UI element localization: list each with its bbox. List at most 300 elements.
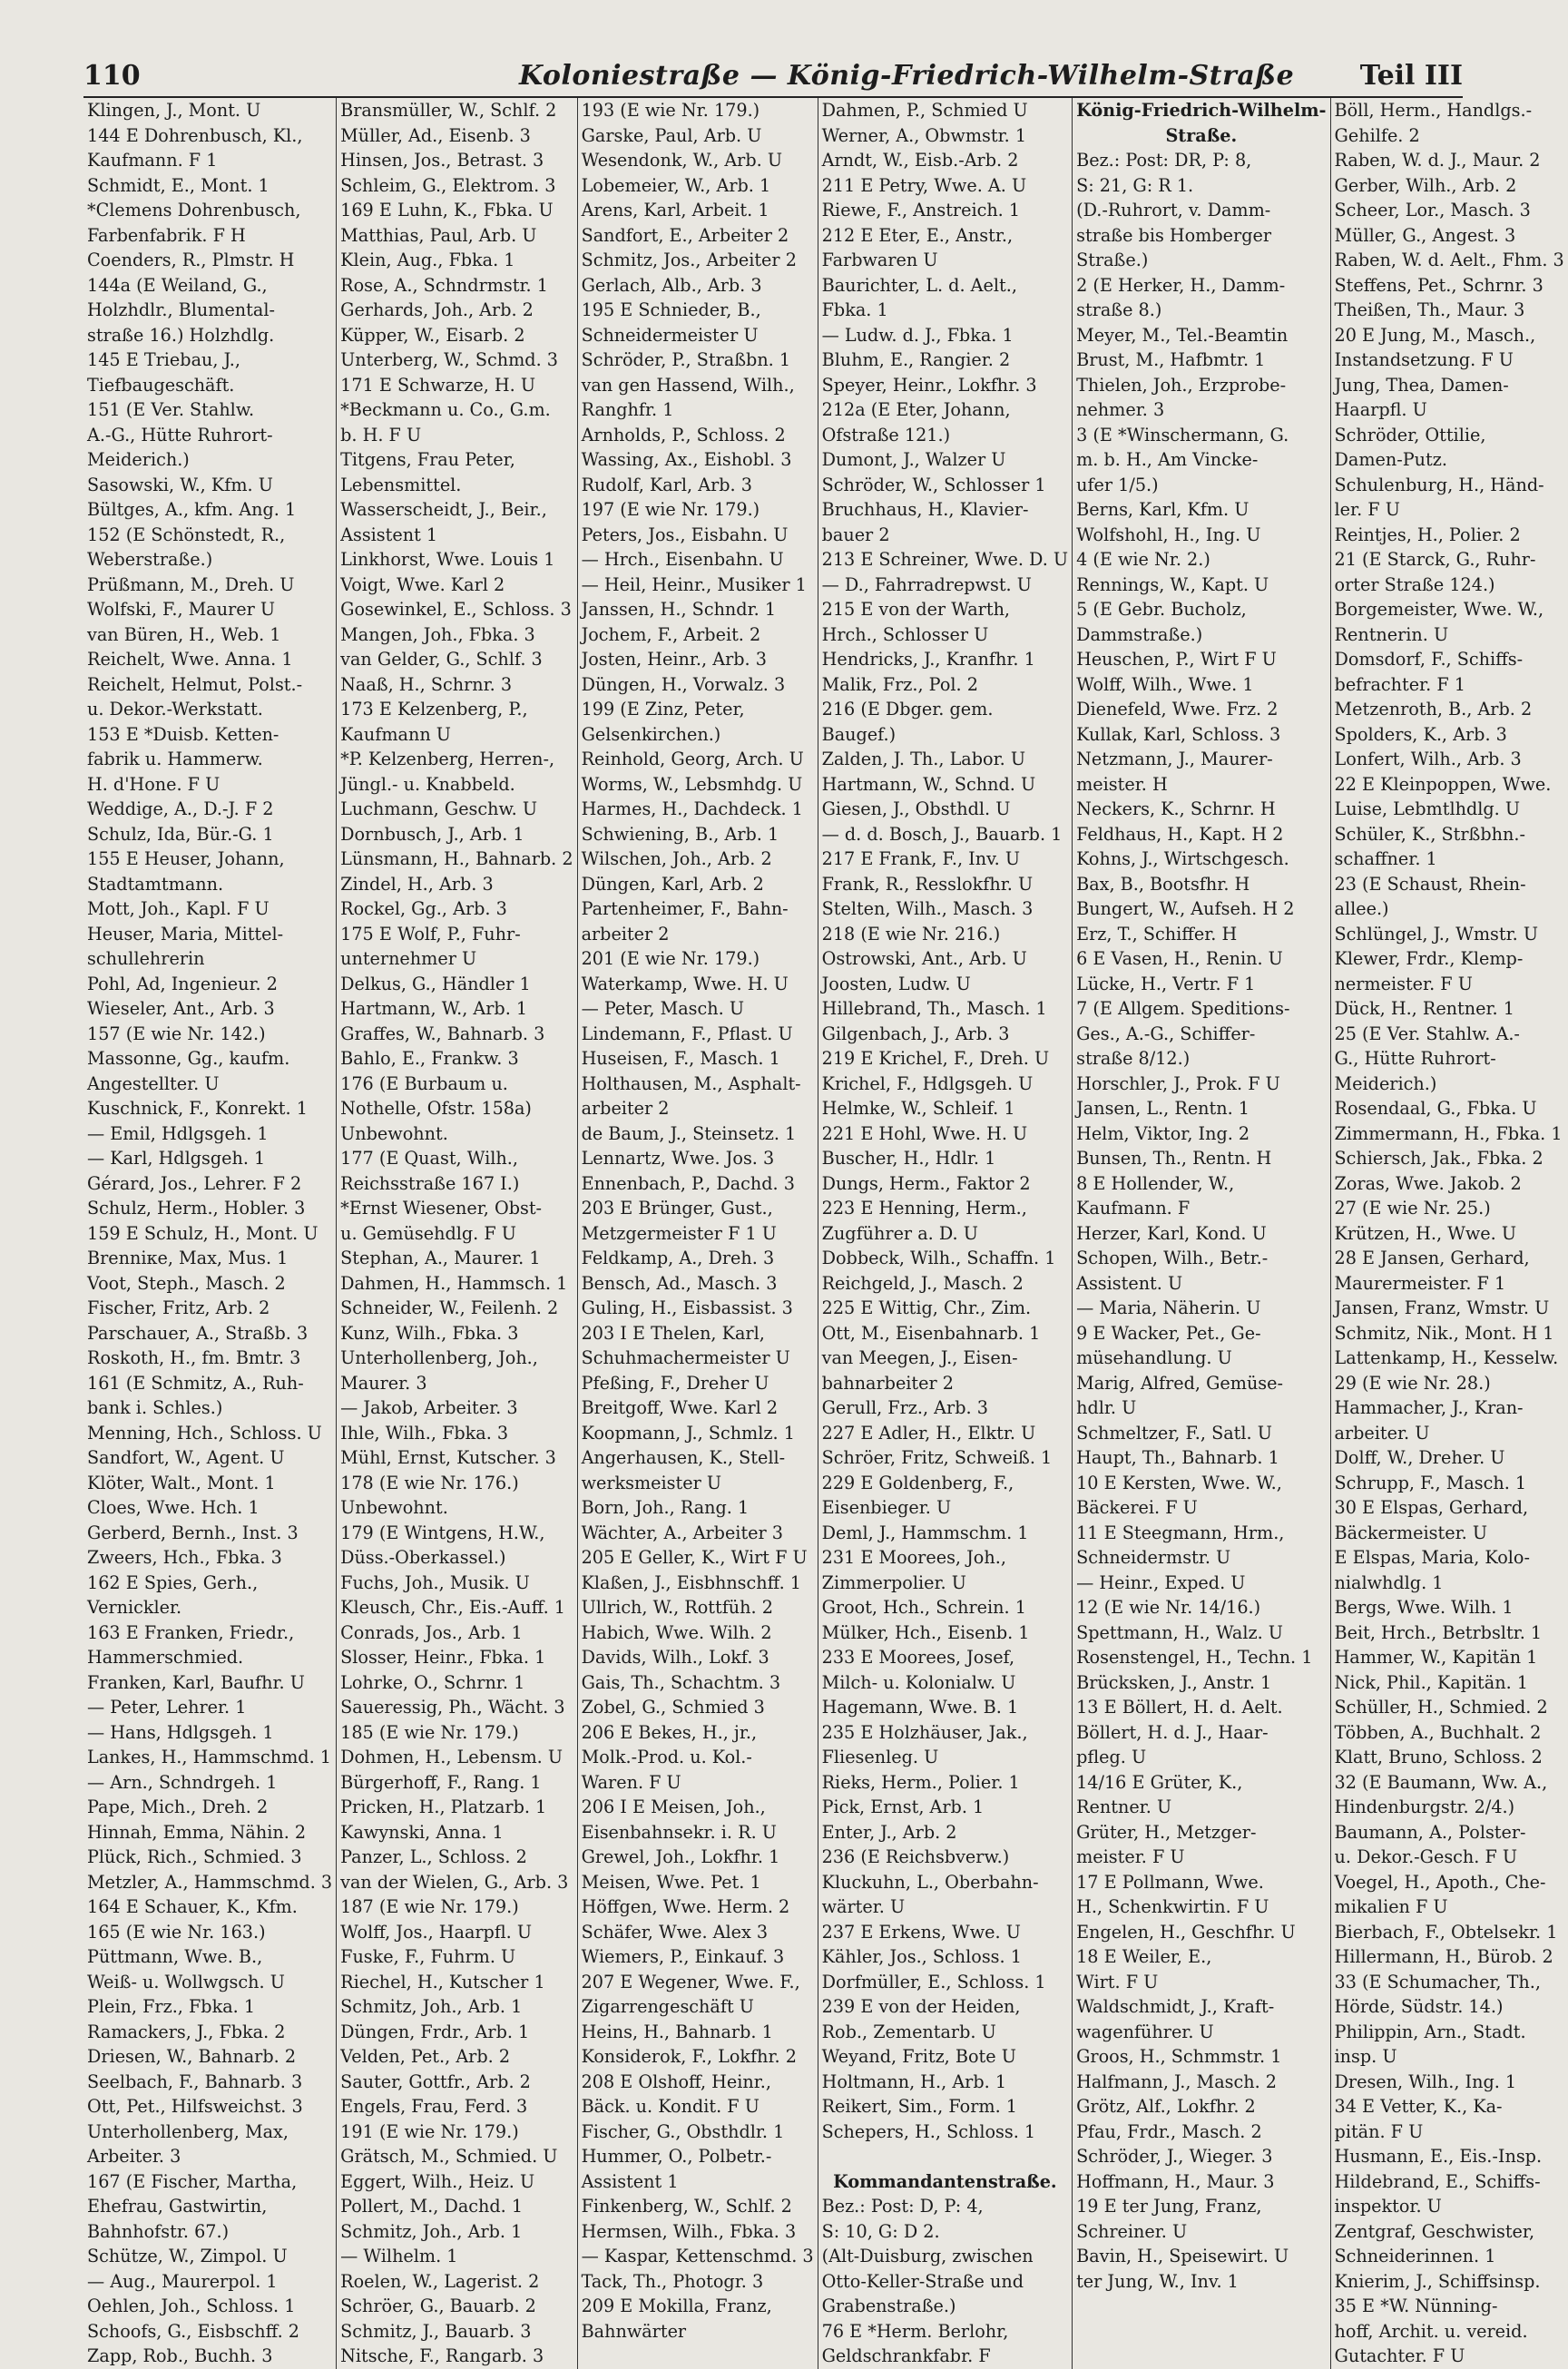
directory-entry: Netzmann, J., Maurer-	[1076, 749, 1273, 769]
directory-entry: Vernickler.	[87, 1597, 182, 1618]
directory-entry: nialwhdlg. 1	[1334, 1571, 1444, 1593]
directory-entry: 201 (E wie Nr. 179.)	[581, 948, 760, 969]
directory-entry: 4 (E wie Nr. 2.)	[1076, 549, 1210, 570]
directory-entry: Slosser, Heinr., Fbka. 1	[340, 1647, 546, 1668]
directory-entry: Eisenbieger. U	[821, 1497, 952, 1518]
directory-entry: Domsdorf, F., Schiffs-	[1334, 649, 1524, 670]
directory-entry: Wolff, Jos., Haarpfl. U	[340, 1921, 532, 1943]
directory-entry: Voegel, H., Apoth., Che-	[1334, 1871, 1546, 1893]
directory-entry: schullehrerin	[87, 948, 205, 969]
directory-entry: Mott, Joh., Kapl. F U	[87, 898, 270, 919]
directory-entry: Berns, Karl, Kfm. U	[1076, 499, 1250, 520]
directory-entry: Schütze, W., Zimpol. U	[87, 2246, 288, 2266]
directory-entry: Plein, Frz., Fbka. 1	[87, 1996, 256, 2017]
directory-entry: 216 (E Dbger. gem.	[821, 699, 994, 720]
directory-entry: Janssen, H., Schndr. 1	[581, 599, 777, 620]
directory-entry: Fbka. 1	[821, 299, 888, 320]
directory-entry: Klein, Aug., Fbka. 1	[340, 250, 515, 270]
directory-entry: S: 10, G: D 2.	[821, 2220, 940, 2242]
directory-entry: Reikert, Sim., Form. 1	[821, 2096, 1017, 2117]
directory-entry: Hrch., Schlosser U	[821, 623, 989, 645]
directory-entry: Schröder, W., Schlosser 1	[821, 474, 1046, 495]
directory-entry: Feldhaus, H., Kapt. H 2	[1076, 823, 1284, 845]
directory-entry: 213 E Schreiner, Wwe. D. U	[821, 549, 1069, 570]
directory-entry: 14/16 E Grüter, K.,	[1076, 1771, 1243, 1793]
directory-entry: Holthausen, M., Asphalt-	[581, 1072, 801, 1094]
directory-entry: Zimmermann, H., Fbka. 1	[1334, 1122, 1563, 1144]
directory-entry: Bavin, H., Speisewirt. U	[1076, 2246, 1289, 2266]
directory-entry: Unbewohnt.	[340, 1497, 448, 1518]
directory-entry: Hildebrand, E., Schiffs-	[1334, 2170, 1541, 2192]
directory-entry: meister. F U	[1076, 1846, 1185, 1867]
directory-entry: fabrik u. Hammerw.	[87, 749, 263, 769]
directory-entry: Massonne, Gg., kaufm.	[87, 1048, 290, 1069]
street-heading: König-Friedrich-Wilhelm-	[1076, 100, 1327, 121]
directory-entry: Küpper, W., Eisarb. 2	[340, 324, 525, 346]
directory-entry: unternehmer U	[340, 948, 477, 969]
directory-entry: — Hrch., Eisenbahn. U	[581, 549, 784, 570]
directory-entry: Schuhmachermeister U	[581, 1347, 790, 1368]
directory-entry: 162 E Spies, Gerh.,	[87, 1571, 259, 1593]
directory-entry: Instandsetzung. F U	[1334, 349, 1514, 370]
directory-entry: Rieks, Herm., Polier. 1	[821, 1771, 1020, 1793]
directory-entry: werksmeister U	[581, 1472, 722, 1493]
directory-entry: u. Dekor.-Gesch. F U	[1334, 1846, 1518, 1867]
directory-entry: 12 (E wie Nr. 14/16.)	[1076, 1597, 1261, 1618]
directory-entry: Weiß- u. Wollwgsch. U	[87, 1971, 285, 1992]
directory-entry: Gérard, Jos., Lehrer. F 2	[87, 1172, 302, 1194]
directory-entry: Ihle, Wilh., Fbka. 3	[340, 1422, 509, 1444]
directory-entry: Sauter, Gottfr., Arb. 2	[340, 2070, 531, 2092]
directory-entry: — Wilhelm. 1	[340, 2246, 458, 2266]
directory-entry: 28 E Jansen, Gerhard,	[1334, 1248, 1530, 1268]
directory-entry: Koopmann, J., Schmlz. 1	[581, 1422, 795, 1444]
directory-entry: straße 8.)	[1076, 299, 1162, 320]
directory-entry: 212 E Eter, E., Anstr.,	[821, 224, 1014, 246]
directory-entry: Grötz, Alf., Lokfhr. 2	[1076, 2096, 1256, 2117]
directory-entry: 169 E Luhn, K., Fbka. U	[340, 200, 554, 220]
directory-entry: — Maria, Näherin. U	[1076, 1297, 1261, 1318]
directory-entry: wärter. U	[821, 1896, 906, 1917]
directory-entry: Grüter, H., Metzger-	[1076, 1821, 1257, 1843]
directory-entry: Hammer, W., Kapitän 1	[1334, 1647, 1538, 1668]
directory-entry: 208 E Olshoff, Heinr.,	[581, 2070, 772, 2092]
directory-entry: Gerhards, Joh., Arb. 2	[340, 299, 534, 320]
directory-entry: Holzhdlr., Blumental-	[87, 299, 275, 320]
directory-entry: Hartmann, W., Schnd. U	[821, 773, 1036, 795]
directory-entry: Müller, G., Angest. 3	[1334, 224, 1516, 246]
directory-entry: Gais, Th., Schachtm. 3	[581, 1671, 781, 1693]
directory-entry: Metzgermeister F 1 U	[581, 1222, 777, 1244]
directory-entry: Prüßmann, M., Dreh. U	[87, 573, 295, 595]
directory-entry: Bez.: Post: D, P: 4,	[821, 2196, 984, 2217]
directory-entry: Bahnhofstr. 67.)	[87, 2220, 230, 2242]
directory-entry: Zugführer a. D. U	[821, 1222, 978, 1244]
directory-entry: 227 E Adler, H., Elktr. U	[821, 1422, 1036, 1444]
directory-entry: Marig, Alfred, Gemüse-	[1076, 1372, 1283, 1394]
directory-entry: Parschauer, A., Straßb. 3	[87, 1322, 309, 1344]
directory-entry: Ott, Pet., Hilfsweichst. 3	[87, 2096, 303, 2117]
directory-entry: 185 (E wie Nr. 179.)	[340, 1721, 519, 1743]
directory-entry: Luchmann, Geschw. U	[340, 798, 538, 819]
directory-entry: Maurer. 3	[340, 1372, 427, 1394]
directory-entry: 171 E Schwarze, H. U	[340, 374, 536, 396]
directory-entry: Wieseler, Ant., Arb. 3	[87, 998, 275, 1019]
directory-entry: 30 E Elspas, Gerhard,	[1334, 1497, 1529, 1518]
directory-entry: Schepers, H., Schloss. 1	[821, 2120, 1036, 2142]
directory-entry: 187 (E wie Nr. 179.)	[340, 1896, 519, 1917]
directory-entry: Enter, J., Arb. 2	[821, 1821, 957, 1843]
directory-entry: Groot, Hch., Schrein. 1	[821, 1597, 1026, 1618]
directory-entry: Reichelt, Helmut, Polst.-	[87, 673, 303, 695]
directory-entry: Wesendonk, W., Arb. U	[581, 150, 782, 171]
directory-entry: Heuschen, P., Wirt F U	[1076, 649, 1277, 670]
directory-entry: Klaßen, J., Eisbhnschff. 1	[581, 1571, 801, 1593]
directory-entry: Pick, Ernst, Arb. 1	[821, 1796, 985, 1817]
directory-entry: Fuchs, Joh., Musik. U	[340, 1571, 530, 1593]
directory-entry: Klewer, Frdr., Klemp-	[1334, 948, 1524, 969]
directory-entry: Habich, Wwe. Wilh. 2	[581, 1621, 772, 1643]
directory-entry: Wiemers, P., Einkauf. 3	[581, 1946, 785, 1967]
directory-entry: 203 I E Thelen, Karl,	[581, 1322, 765, 1344]
directory-entry: van der Wielen, G., Arb. 3	[340, 1871, 569, 1893]
directory-entry: Franken, Karl, Baufhr. U	[87, 1671, 305, 1693]
directory-entry: Fischer, G., Obsthdlr. 1	[581, 2120, 785, 2142]
directory-entry: Lankes, H., Hammschmd. 1	[87, 1747, 331, 1767]
directory-entry: Lücke, H., Vertr. F 1	[1076, 973, 1256, 994]
directory-entry: 167 (E Fischer, Martha,	[87, 2170, 298, 2192]
directory-entry: Gehilfe. 2	[1334, 124, 1420, 146]
directory-entry: 17 E Pollmann, Wwe.	[1076, 1871, 1264, 1893]
directory-entry: Luise, Lebmtlhdlg. U	[1334, 798, 1521, 819]
directory-column-3	[578, 98, 818, 2369]
directory-entry: Grätsch, M., Schmied. U	[340, 2146, 558, 2167]
directory-entry: S: 21, G: R 1.	[1076, 174, 1194, 196]
directory-entry: Kawynski, Anna. 1	[340, 1821, 504, 1843]
directory-entry: Riewe, F., Anstreich. 1	[821, 200, 1021, 220]
directory-entry: Schopen, Wilh., Betr.-	[1076, 1248, 1269, 1268]
directory-entry: Fuske, F., Fuhrm. U	[340, 1946, 516, 1967]
directory-entry: 231 E Moorees, Joh.,	[821, 1547, 1006, 1568]
directory-entry: Kaufmann. F	[1076, 1198, 1191, 1219]
directory-entry: Metzenroth, B., Arb. 2	[1334, 699, 1533, 720]
directory-entry: Böllert, H. d. J., Haar-	[1076, 1721, 1269, 1743]
directory-entry: Groos, H., Schmmstr. 1	[1076, 2046, 1282, 2067]
directory-entry: Meiderich.)	[87, 449, 190, 470]
directory-entry: Zapp, Rob., Buchh. 3	[87, 2345, 273, 2366]
directory-entry: Nothelle, Ofstr. 158a)	[340, 1098, 532, 1119]
directory-entry: Tiefbaugeschäft.	[87, 374, 235, 396]
directory-entry: Unterberg, W., Schmd. 3	[340, 349, 558, 370]
directory-entry: Bürgerhoff, F., Rang. 1	[340, 1771, 542, 1793]
directory-entry: Rose, A., Schndrmstr. 1	[340, 274, 548, 296]
directory-columns	[83, 98, 1564, 2366]
directory-entry: Schulz, Herm., Hobler. 3	[87, 1198, 306, 1219]
directory-entry: 2 (E Herker, H., Damm-	[1076, 274, 1286, 296]
directory-entry: insp. U	[1334, 2046, 1397, 2067]
directory-entry: 163 E Franken, Friedr.,	[87, 1621, 295, 1643]
directory-entry: Schreiner. U	[1076, 2220, 1188, 2242]
directory-entry: Bahnwärter	[581, 2320, 687, 2342]
directory-entry: 5 (E Gebr. Bucholz,	[1076, 599, 1247, 620]
directory-entry: Brücksken, J., Anstr. 1	[1076, 1671, 1272, 1693]
directory-entry: b. H. F U	[340, 424, 422, 445]
directory-entry: — Peter, Masch. U	[581, 998, 744, 1019]
directory-entry: Panzer, L., Schloss. 2	[340, 1846, 527, 1867]
street-heading: Kommandantenstraße.	[833, 2170, 1057, 2192]
directory-entry: Hörde, Südstr. 14.)	[1334, 1996, 1504, 2017]
directory-entry: bank i. Schles.)	[87, 1397, 223, 1418]
directory-column-5	[1073, 98, 1330, 2369]
directory-entry: Beit, Hrch., Betrbsltr. 1	[1334, 1621, 1543, 1643]
directory-entry: Waldschmidt, J., Kraft-	[1076, 1996, 1275, 2017]
directory-entry: Ennenbach, P., Dachd. 3	[581, 1172, 795, 1194]
directory-entry: m. b. H., Am Vincke-	[1076, 449, 1259, 470]
directory-entry: Halfmann, J., Masch. 2	[1076, 2070, 1277, 2092]
directory-entry: Lohrke, O., Schrnr. 1	[340, 1671, 525, 1693]
directory-entry: Nick, Phil., Kapitän. 1	[1334, 1671, 1528, 1693]
directory-entry: Hinnah, Emma, Nähin. 2	[87, 1821, 307, 1843]
directory-entry: u. Dekor.-Werkstatt.	[87, 699, 263, 720]
directory-entry: Holtmann, H., Arb. 1	[821, 2070, 1007, 2092]
directory-entry: Peters, Jos., Eisbahn. U	[581, 524, 789, 545]
directory-entry: Ostrowski, Ant., Arb. U	[821, 948, 1027, 969]
directory-entry: orter Straße 124.)	[1334, 573, 1495, 595]
directory-entry: Maurermeister. F 1	[1334, 1272, 1506, 1294]
directory-entry: Pfau, Frdr., Masch. 2	[1076, 2120, 1262, 2142]
directory-entry: van gen Hassend, Wilh.,	[581, 374, 795, 396]
directory-entry: Engels, Frau, Ferd. 3	[340, 2096, 528, 2117]
directory-entry: Erz, T., Schiffer. H	[1076, 923, 1238, 945]
directory-entry: Schleim, G., Elektrom. 3	[340, 174, 556, 196]
directory-entry: Arndt, W., Eisb.-Arb. 2	[821, 150, 1019, 171]
directory-entry: G., Hütte Ruhrort-	[1334, 1048, 1496, 1069]
directory-entry: 237 E Erkens, Wwe. U	[821, 1921, 1021, 1943]
directory-entry: 34 E Vetter, K., Ka-	[1334, 2096, 1503, 2117]
directory-entry: 32 (E Baumann, Ww. A.,	[1334, 1771, 1548, 1793]
directory-entry: Hartmann, W., Arb. 1	[340, 998, 528, 1019]
directory-entry: Gerberd, Bernh., Inst. 3	[87, 1522, 299, 1543]
directory-entry: 236 (E Reichsbverw.)	[821, 1846, 1010, 1867]
directory-entry: Waterkamp, Wwe. H. U	[581, 973, 789, 994]
directory-entry: 25 (E Ver. Stahlw. A.-	[1334, 1023, 1520, 1044]
directory-entry: Klöter, Walt., Mont. 1	[87, 1472, 276, 1493]
directory-entry: Raben, W. d. Aelt., Fhm. 3	[1334, 250, 1564, 270]
directory-column-1	[83, 98, 337, 2369]
directory-entry: 206 E Bekes, H., jr.,	[581, 1721, 758, 1743]
directory-entry: Theißen, Th., Maur. 3	[1334, 299, 1525, 320]
directory-entry: Geldschrankfabr. F	[821, 2345, 991, 2366]
directory-entry: Pfeßing, F., Dreher U	[581, 1372, 769, 1394]
directory-entry: Brust, M., Hafbmtr. 1	[1076, 349, 1266, 370]
directory-entry: Haarpfl. U	[1334, 399, 1427, 420]
directory-entry: (Alt-Duisburg, zwischen	[821, 2246, 1034, 2266]
directory-entry: 23 (E Schaust, Rhein-	[1334, 873, 1526, 895]
directory-entry: Haupt, Th., Bahnarb. 1	[1076, 1447, 1279, 1468]
directory-entry: 229 E Goldenberg, F.,	[821, 1472, 1014, 1493]
directory-entry: — Heil, Heinr., Musiker 1	[581, 573, 807, 595]
directory-entry: van Gelder, G., Schlf. 3	[340, 649, 543, 670]
directory-entry: 6 E Vasen, H., Renin. U	[1076, 948, 1283, 969]
directory-entry: 33 (E Schumacher, Th.,	[1334, 1971, 1541, 1992]
directory-entry: Zentgraf, Geschwister,	[1334, 2220, 1535, 2242]
directory-entry: Mangen, Joh., Fbka. 3	[340, 623, 535, 645]
directory-entry: 11 E Steegmann, Hrm.,	[1076, 1522, 1285, 1543]
directory-entry: 161 (E Schmitz, A., Ruh-	[87, 1372, 304, 1394]
directory-entry: straße bis Homberger	[1076, 224, 1271, 246]
directory-entry: Zimmerpolier. U	[821, 1571, 966, 1593]
directory-entry: Oehlen, Joh., Schloss. 1	[87, 2296, 296, 2316]
directory-entry: Molk.-Prod. u. Kol.-	[581, 1747, 752, 1767]
directory-entry: Damen-Putz.	[1334, 449, 1447, 470]
directory-entry: Lonfert, Wilh., Arb. 3	[1334, 749, 1522, 769]
directory-entry: Bültges, A., kfm. Ang. 1	[87, 499, 297, 520]
directory-entry: 218 (E wie Nr. 216.)	[821, 923, 1001, 945]
directory-entry: Gutachter. F U	[1334, 2345, 1465, 2366]
directory-entry: Brenniке, Max, Mus. 1	[87, 1248, 289, 1268]
directory-entry: Müller, Ad., Eisenb. 3	[340, 124, 531, 146]
directory-entry: 29 (E wie Nr. 28.)	[1334, 1372, 1491, 1394]
directory-entry: Hillebrand, Th., Masch. 1	[821, 998, 1047, 1019]
directory-entry: Schmitz, Nik., Mont. H 1	[1334, 1322, 1554, 1344]
directory-entry: Fliesenleg. U	[821, 1747, 939, 1767]
directory-entry: Düngen, Karl, Arb. 2	[581, 873, 764, 895]
directory-entry: Schmeltzer, F., Satl. U	[1076, 1422, 1272, 1444]
directory-entry: 207 E Wegener, Wwe. F.,	[581, 1971, 800, 1992]
directory-entry: Thielen, Joh., Erzprobe-	[1076, 374, 1287, 396]
directory-entry: Bäck. u. Kondit. F U	[581, 2096, 760, 2117]
directory-entry: Otto-Keller-Straße und	[821, 2270, 1024, 2292]
directory-entry: Wolfshohl, H., Ing. U	[1076, 524, 1261, 545]
directory-entry: 152 (E Schönstedt, R.,	[87, 524, 286, 545]
directory-entry: Husmann, E., Eis.-Insp.	[1334, 2146, 1543, 2167]
directory-entry: Schmidt, E., Mont. 1	[87, 174, 270, 196]
directory-entry: Milch- u. Kolonialw. U	[821, 1671, 1016, 1693]
directory-entry: Rob., Zementarb. U	[821, 2021, 996, 2042]
directory-entry: 173 E Kelzenberg, P.,	[340, 699, 528, 720]
directory-entry: Dahmen, P., Schmied U	[821, 100, 1028, 121]
directory-entry: — d. d. Bosch, J., Bauarb. 1	[821, 823, 1063, 845]
directory-entry: 203 E Brünger, Gust.,	[581, 1198, 773, 1219]
directory-entry: Assistent 1	[340, 524, 438, 545]
directory-entry: Sandfort, E., Arbeiter 2	[581, 224, 789, 246]
directory-entry: Lobemeier, W., Arb. 1	[581, 174, 771, 196]
directory-entry: Zoras, Wwe. Jakob. 2	[1334, 1172, 1522, 1194]
directory-entry: Dobbeck, Wilh., Schaffn. 1	[821, 1248, 1056, 1268]
directory-entry: Rentnerin. U	[1334, 623, 1449, 645]
directory-entry: 151 (E Ver. Stahlw.	[87, 399, 255, 420]
directory-entry: Bensch, Ad., Masch. 3	[581, 1272, 778, 1294]
directory-entry: Joosten, Ludw. U	[821, 973, 971, 994]
directory-entry: Ott, M., Eisenbahnarb. 1	[821, 1322, 1041, 1344]
directory-entry: Kluckuhn, L., Oberbahn-	[821, 1871, 1039, 1893]
directory-entry: Schüler, K., Strßbhn.-	[1334, 823, 1525, 845]
directory-entry: 175 E Wolf, P., Fuhr-	[340, 923, 521, 945]
directory-entry: allee.)	[1334, 898, 1389, 919]
directory-entry: Kähler, Jos., Schloss. 1	[821, 1946, 1022, 1967]
directory-entry: 195 E Schnieder, B.,	[581, 299, 761, 320]
directory-entry: Zweers, Hch., Fbka. 3	[87, 1547, 282, 1568]
directory-entry: Dammstraße.)	[1076, 623, 1203, 645]
directory-entry: Schröder, J., Wieger. 3	[1076, 2146, 1273, 2167]
directory-entry: Dresen, Wilh., Ing. 1	[1334, 2070, 1517, 2092]
directory-entry: Wolfski, F., Maurer U	[87, 599, 276, 620]
directory-entry: 215 E von der Warth,	[821, 599, 1011, 620]
directory-entry: Kaufmann. F 1	[87, 150, 218, 171]
directory-entry: arbeiter. U	[1334, 1422, 1430, 1444]
directory-entry: A.-G., Hütte Ruhrort-	[87, 424, 273, 445]
directory-entry: Rudolf, Karl, Arb. 3	[581, 474, 752, 495]
directory-entry: Giesen, J., Obsthdl. U	[821, 798, 1011, 819]
directory-entry: 206 I E Meisen, Joh.,	[581, 1796, 766, 1817]
directory-entry: Matthias, Paul, Arb. U	[340, 224, 537, 246]
directory-entry: Helmke, W., Schleif. 1	[821, 1098, 1015, 1119]
directory-entry: Schwiening, B., Arb. 1	[581, 823, 779, 845]
directory-entry: Tack, Th., Photogr. 3	[581, 2270, 764, 2292]
directory-entry: Horschler, J., Prok. F U	[1076, 1072, 1280, 1094]
directory-entry: Baugef.)	[821, 723, 897, 745]
directory-entry: Weyand, Fritz, Bote U	[821, 2046, 1016, 2067]
directory-entry: 18 E Weiler, E.,	[1076, 1946, 1212, 1967]
directory-entry: Grewel, Joh., Lokfhr. 1	[581, 1846, 780, 1867]
directory-entry: Bluhm, E., Rangier. 2	[821, 349, 1011, 370]
directory-entry: *P. Kelzenberg, Herren-,	[340, 749, 555, 769]
directory-entry: 177 (E Quast, Wilh.,	[340, 1148, 518, 1169]
part-label: Teil III	[1359, 60, 1463, 92]
directory-entry: Pape, Mich., Dreh. 2	[87, 1796, 269, 1817]
directory-entry: — Ludw. d. J., Fbka. 1	[821, 324, 1014, 346]
directory-entry: Reichsstraße 167 I.)	[340, 1172, 520, 1194]
directory-entry: *Clemens Dohrenbusch,	[87, 200, 301, 220]
directory-entry: Neckers, K., Schrnr. H	[1076, 798, 1276, 819]
directory-entry: Stelten, Wilh., Masch. 3	[821, 898, 1034, 919]
directory-entry: Partenheimer, F., Bahn-	[581, 898, 789, 919]
directory-entry: 13 E Böllert, H. d. Aelt.	[1076, 1697, 1283, 1718]
directory-entry: Wächter, A., Arbeiter 3	[581, 1522, 783, 1543]
directory-entry: Gosewinkel, E., Schloss. 3	[340, 599, 572, 620]
directory-entry: Kullak, Karl, Schloss. 3	[1076, 723, 1281, 745]
directory-entry: Buscher, H., Hdlr. 1	[821, 1148, 996, 1169]
directory-entry: 19 E ter Jung, Franz,	[1076, 2196, 1262, 2217]
directory-entry: Dolff, W., Dreher. U	[1334, 1447, 1505, 1468]
directory-entry: 211 E Petry, Wwe. A. U	[821, 174, 1027, 196]
directory-entry: Breitgoff, Wwe. Karl 2	[581, 1397, 779, 1418]
directory-entry: Düss.-Oberkassel.)	[340, 1547, 506, 1568]
directory-entry: — D., Fahrradrepwst. U	[821, 573, 1032, 595]
directory-entry: straße 16.) Holzhdlg.	[87, 324, 275, 346]
directory-entry: Linkhorst, Wwe. Louis 1	[340, 549, 555, 570]
directory-entry: Malik, Frz., Pol. 2	[821, 673, 978, 695]
directory-entry: Schneider, W., Feilenh. 2	[340, 1297, 559, 1318]
directory-entry: Lennartz, Wwe. Jos. 3	[581, 1148, 775, 1169]
directory-entry: Delkus, G., Händler 1	[340, 973, 531, 994]
directory-entry: Stadtamtmann.	[87, 873, 224, 895]
directory-entry: Angestellter. U	[87, 1072, 220, 1094]
directory-entry: Schmitz, Jos., Arbeiter 2	[581, 250, 797, 270]
directory-entry: 191 (E wie Nr. 179.)	[340, 2120, 519, 2142]
directory-entry: Speyer, Heinr., Lokfhr. 3	[821, 374, 1037, 396]
directory-entry: Jansen, Franz, Wmstr. U	[1334, 1297, 1550, 1318]
directory-entry: 239 E von der Heiden,	[821, 1996, 1021, 2017]
directory-entry: 233 E Moorees, Josef,	[821, 1647, 1015, 1668]
directory-entry: 212a (E Eter, Johann,	[821, 399, 1011, 420]
directory-entry: Ullrich, W., Rottfüh. 2	[581, 1597, 773, 1618]
directory-entry: Nitsche, F., Rangarb. 3	[340, 2345, 544, 2366]
directory-entry: Dumont, J., Walzer U	[821, 449, 1006, 470]
directory-entry: 217 E Frank, F., Inv. U	[821, 848, 1021, 869]
directory-entry: Schulz, Ida, Bür.-G. 1	[87, 823, 274, 845]
directory-entry: 7 (E Allgem. Speditions-	[1076, 998, 1290, 1019]
